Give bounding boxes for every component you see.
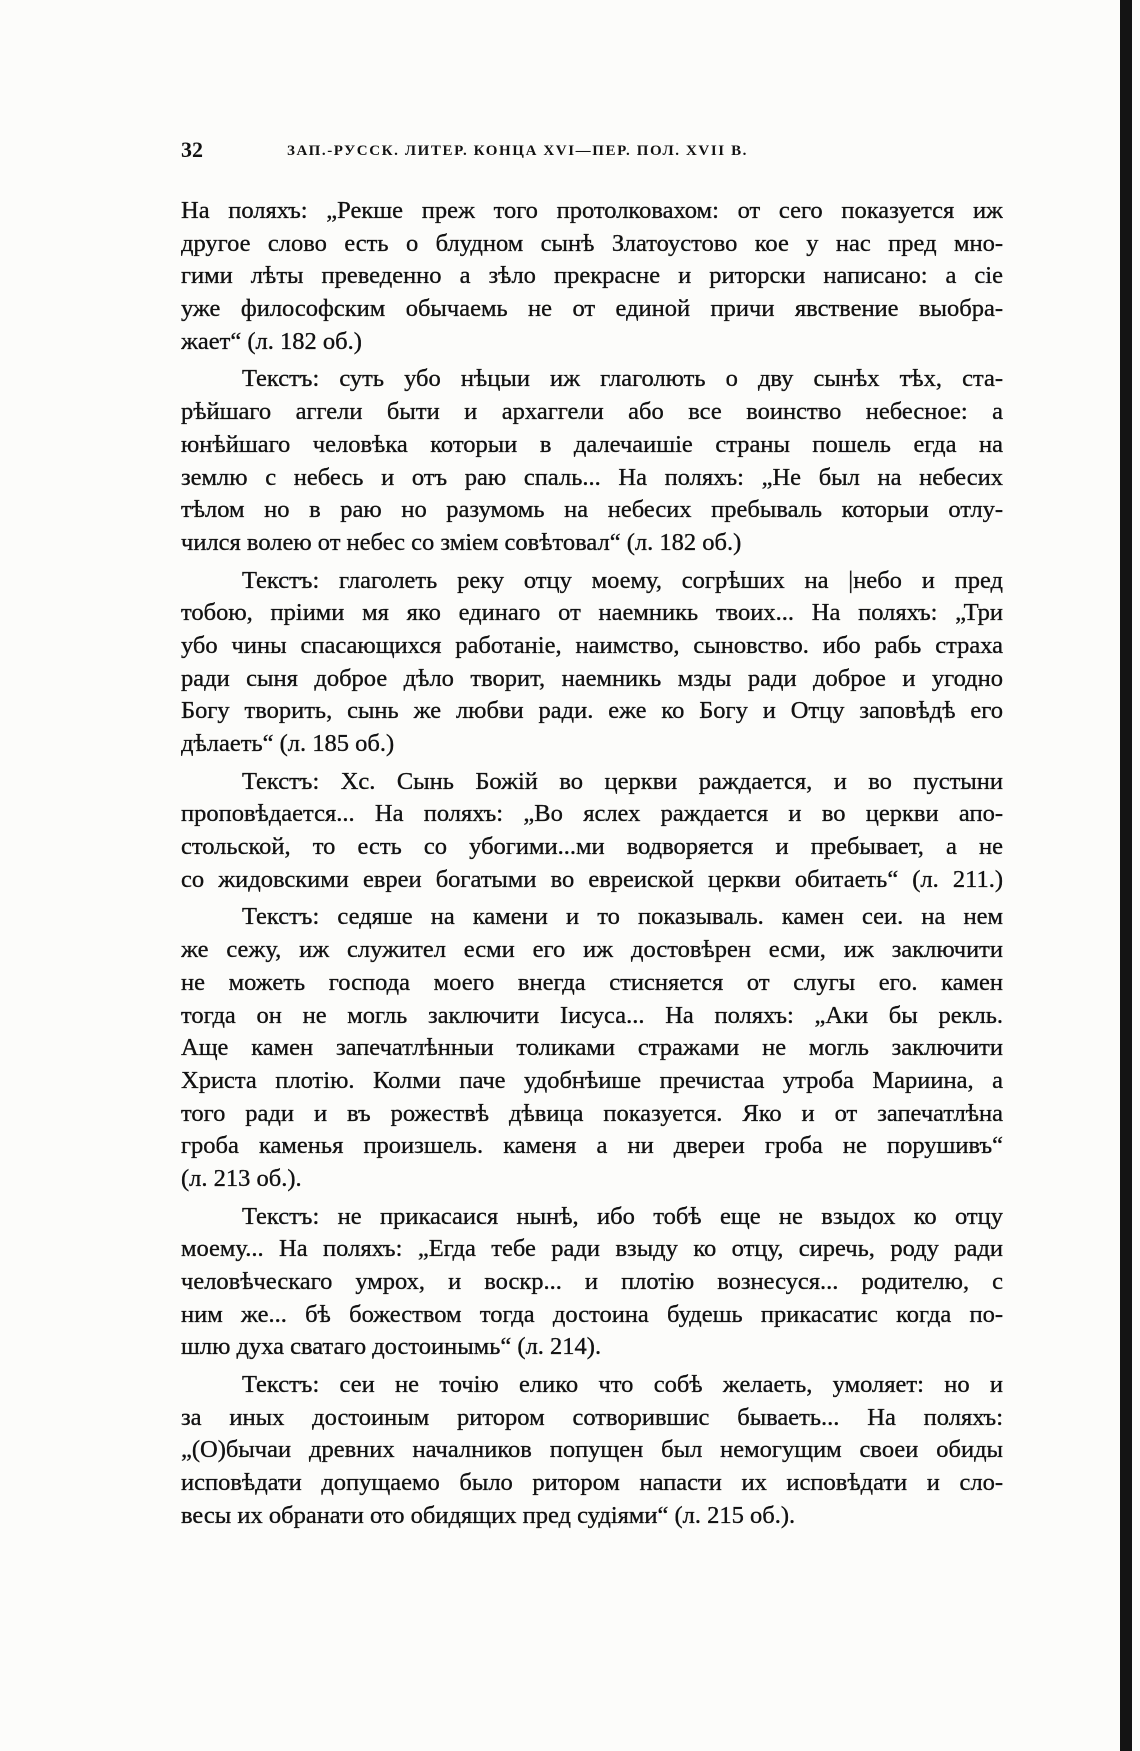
- paragraph: [181, 565, 1003, 761]
- text-line: того ради и въ рожествѣ дѣвица показуется. Яко и от запечатлѣна: [181, 1099, 1003, 1127]
- text-line: уже философским обычаемь не от единой причи явствение выобра-: [181, 295, 1003, 323]
- paragraph: [181, 195, 1003, 358]
- text-line: рѣйшаго аггели быти и архаггели або все воинство небесное: а: [181, 398, 1003, 426]
- text-line: Текстъ: сеи не точію елико что собѣ желаеть, умоляет: но и: [242, 1371, 1003, 1399]
- text-line: землю с небесь и отъ раю спаль... На поляхъ: „Не был на небесих: [181, 463, 1003, 491]
- text-line: гроба каменья произшель. каменя а ни двереи гроба не порушивъ“: [181, 1132, 1003, 1160]
- text-line: проповѣдается... На поляхъ: „Во яслех раждается и во церкви апо-: [181, 800, 1003, 828]
- text-line: со жидовскими евреи богатыми во евреиской церкви обитаеть“ (л. 211.): [181, 865, 1003, 893]
- text-line: тѣлом но в раю но разумомь на небесих пребываль которыи отлу-: [181, 496, 1003, 524]
- text-line: юнѣйшаго человѣка которыи в далечаишіе страны пошель егда на: [181, 430, 1003, 458]
- paragraph: [181, 766, 1003, 897]
- text-line: моему... На поляхъ: „Егда тебе ради взыду ко отцу, сиречь, роду ради: [181, 1235, 1003, 1263]
- text-line: Текстъ: суть убо нѣцыи иж глаголють о дву сынѣх тѣх, ста-: [242, 365, 1003, 393]
- text-line: стольской, то есть со убогими...ми водворяется и пребывает, а не: [181, 833, 1003, 861]
- text-line: исповѣдати допущаемо было ритором напасти их исповѣдати и сло-: [181, 1469, 1003, 1497]
- body-text: [181, 195, 1003, 1533]
- text-line: за иных достоиным ритором сотворившис бываеть... На поляхъ:: [181, 1403, 1003, 1431]
- text-line: Текстъ: не прикасаися нынѣ, ибо тобѣ еще не взыдох ко отцу: [242, 1202, 1003, 1230]
- text-line: убо чины спасающихся работаніе, наимство, сыновство. ибо рабь страха: [181, 631, 1003, 659]
- text-line: Текстъ: глаголеть реку отцу моему, согрѣших на |небо и пред: [242, 566, 1003, 594]
- text-line: дѣлаеть“ (л. 185 об.): [181, 730, 395, 757]
- text-line: Христа плотію. Колми паче удобнѣише пречистаа утроба Мариина, а: [181, 1066, 1003, 1094]
- text-line: весы их обранати ото обидящих пред судіями“ (л. 215 об.).: [181, 1501, 796, 1529]
- paragraph: [181, 363, 1003, 559]
- text-line: человѣческаго умрох, и воскр... и плотію вознесуся... родителю, с: [181, 1268, 1003, 1295]
- text-line: другое слово есть о блудном сынѣ Златоустово кое у нас пред мно-: [181, 229, 1003, 257]
- paragraph: [181, 1369, 1003, 1532]
- text-line: На поляхъ: „Рекше преж того протолковахом: от сего показуется иж: [181, 197, 1003, 224]
- page-header: [181, 136, 1003, 164]
- text-line: тогда он не могль заключити Іисуса... На поляхъ: „Аки бы рекль.: [181, 1001, 1003, 1029]
- text-line: Аще камен запечатлѣнныи толиками стражами не могль заключити: [181, 1034, 1003, 1062]
- text-line: тобою, пріими мя яко единаго от наемникь твоих... На поляхъ: „Три: [181, 599, 1003, 627]
- text-line: ним же... бѣ божеством тогда достоина будешь прикасатис когда по-: [181, 1300, 1003, 1328]
- text-line: ради сыня доброе дѣло творит, наемникь мзды ради доброе и угодно: [181, 664, 1003, 692]
- text-line: же сежу, иж служител есми его иж достовѣрен есми, иж заключити: [181, 936, 1003, 964]
- text-line: гими лѣты преведенно а зѣло прекрасне и риторски написано: а сіе: [181, 262, 1003, 290]
- text-line: Текстъ: седяше на камени и то показываль. камен сеи. на нем: [242, 903, 1003, 931]
- text-line: шлю духа сватаго достоинымь“ (л. 214).: [181, 1333, 602, 1361]
- paragraph: [181, 901, 1003, 1195]
- text-line: Текстъ: Хс. Сынь Божій во церкви раждается, и во пустыни: [242, 767, 1003, 795]
- text-line: чился волею от небес со зміем совѣтовал“ (л. 182 об.): [181, 528, 742, 556]
- text-line: жает“ (л. 182 об.): [181, 327, 362, 355]
- running-title: ЗАП.-РУССК. ЛИТЕР. КОНЦА XVI—ПЕР. ПОЛ. XVII В.: [287, 143, 749, 159]
- text-line: (л. 213 об.).: [181, 1164, 302, 1192]
- text-line: „(О)бычаи древних началников попущен был немогущим своеи обиды: [181, 1436, 1003, 1464]
- paragraph: [181, 1201, 1003, 1364]
- text-line: Богу творить, сынь же любви ради. еже ко Богу и Отцу заповѣдѣ его: [181, 697, 1003, 725]
- scan-edge: [1120, 0, 1132, 1751]
- page-number: 32: [181, 137, 203, 162]
- text-line: не можеть господа моего внегда стисняется от слугы его. камен: [181, 968, 1003, 996]
